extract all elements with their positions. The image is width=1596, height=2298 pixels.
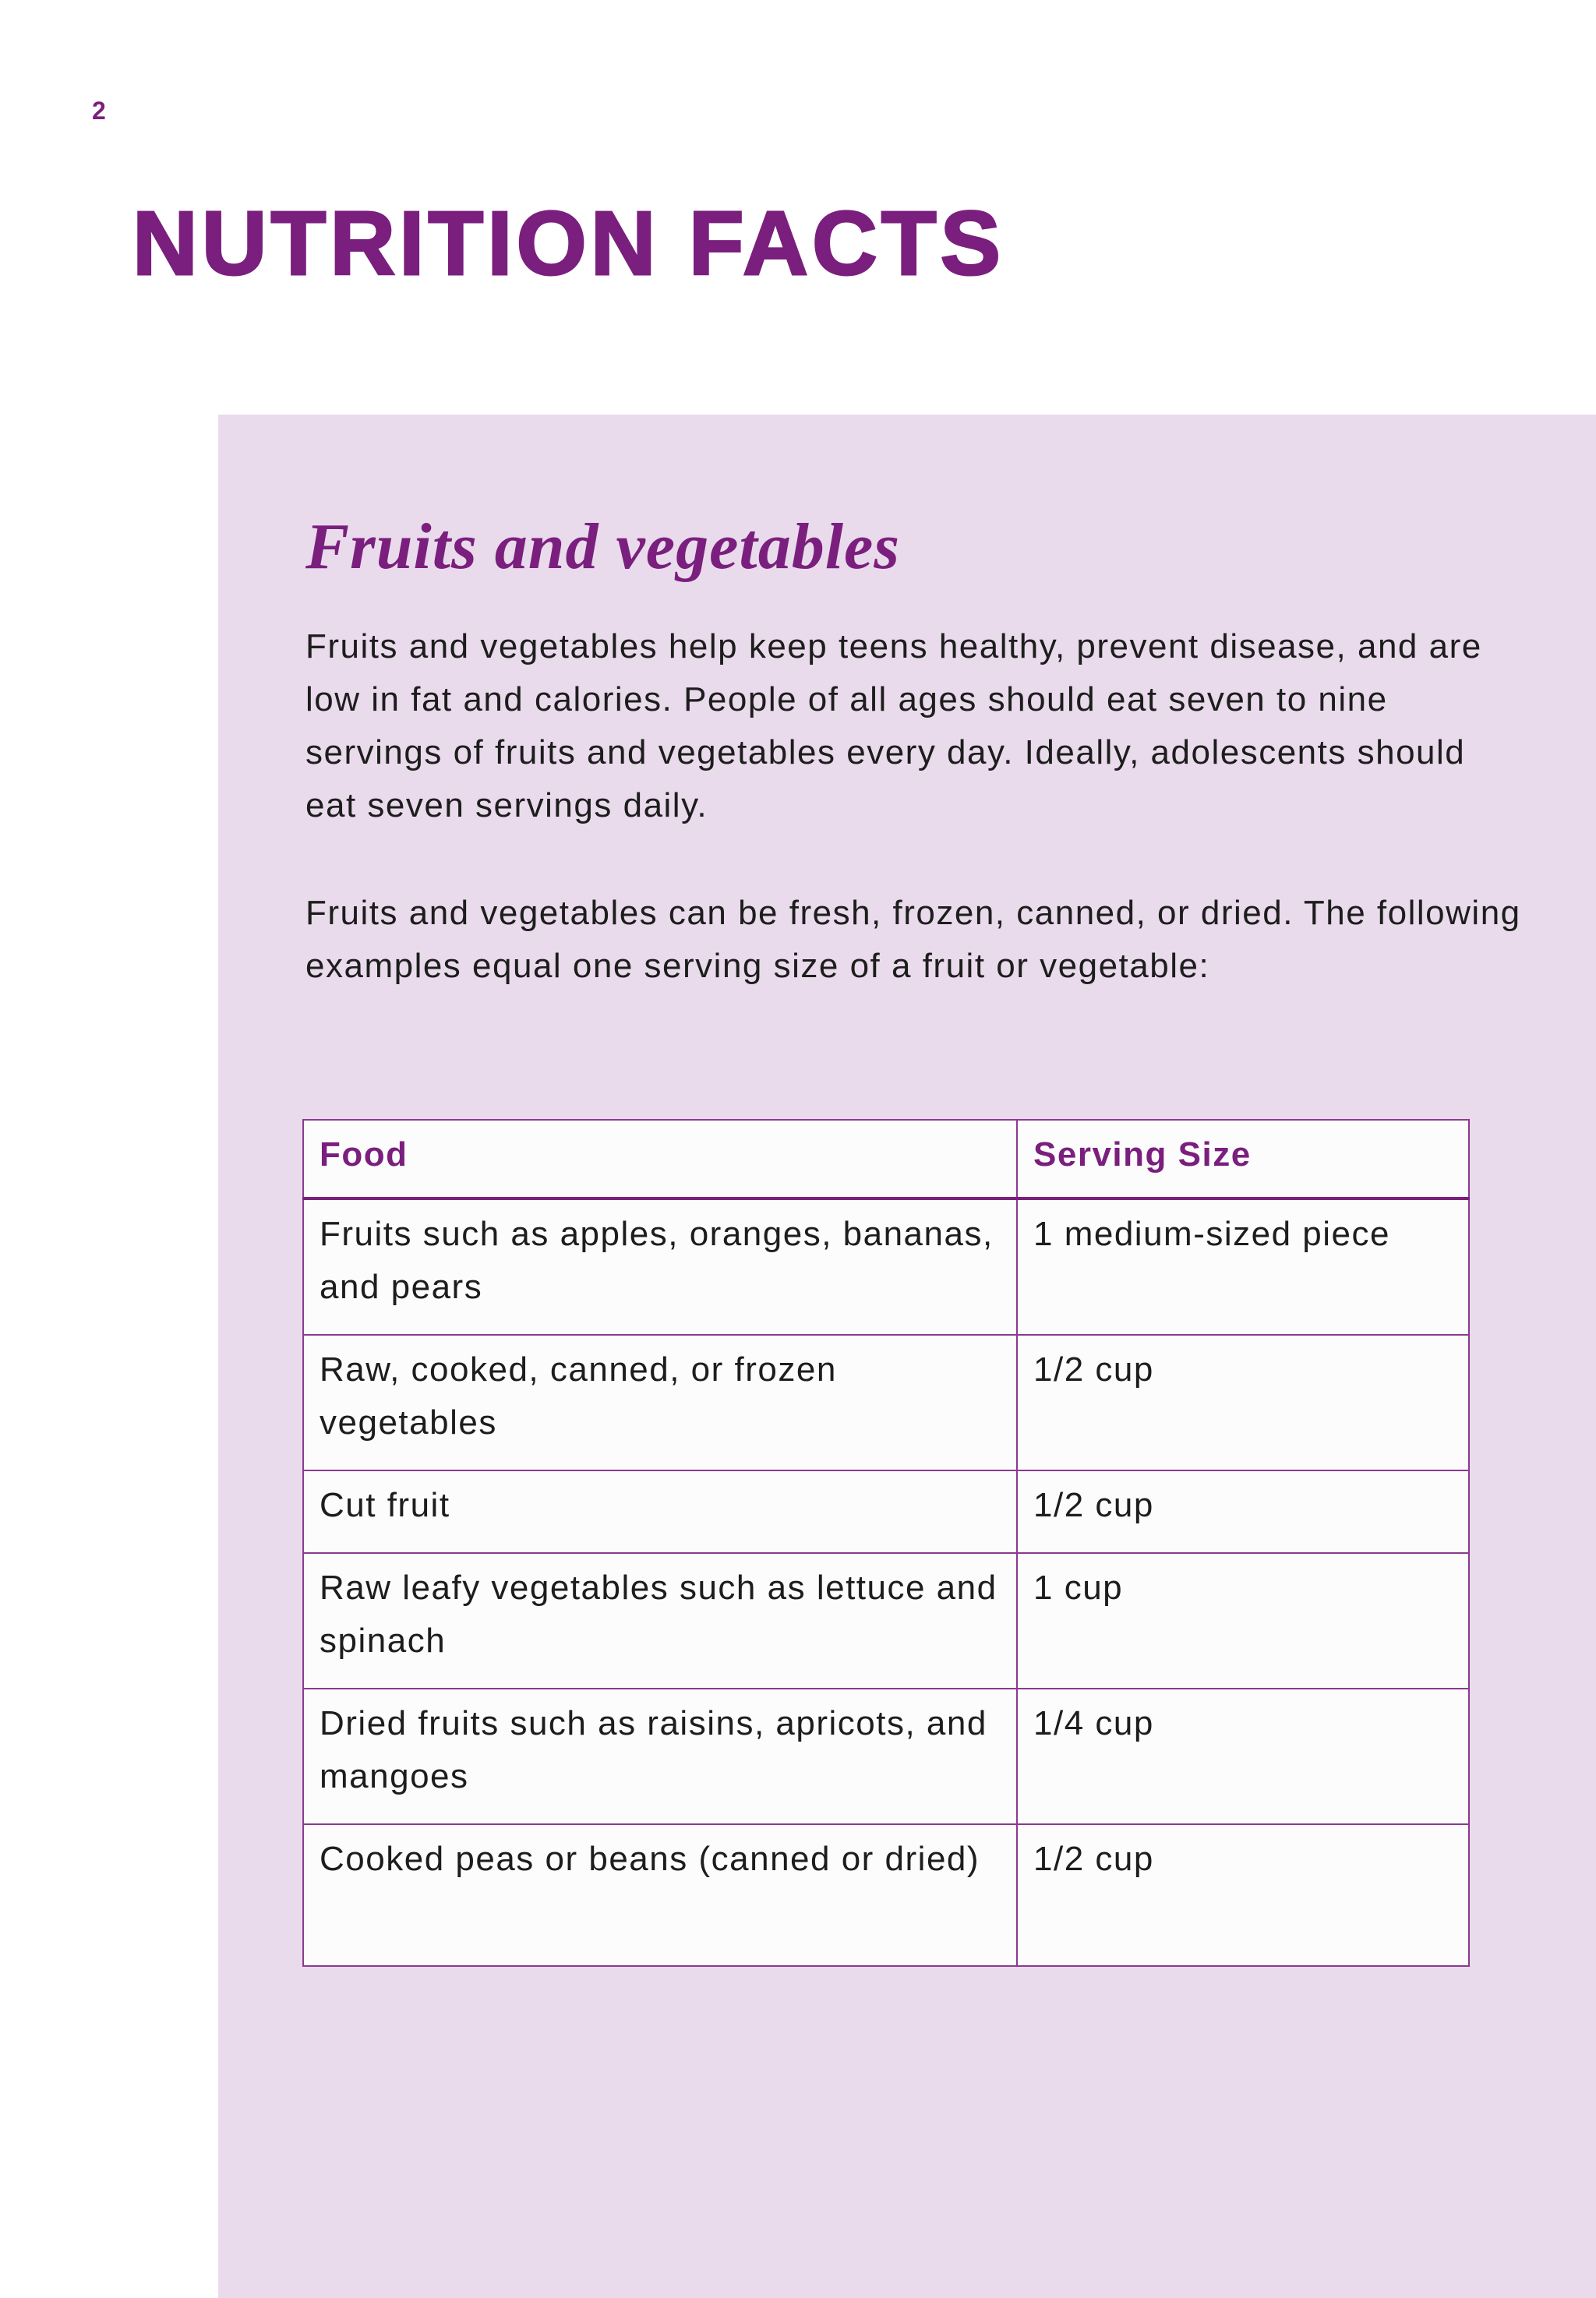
- food-cell: Cut fruit: [303, 1470, 1017, 1553]
- section-title: Fruits and vegetables: [305, 510, 901, 583]
- serving-size-table: [302, 1119, 1470, 1967]
- food-cell: Fruits such as apples, oranges, bananas, and pears: [303, 1198, 1017, 1335]
- intro-paragraph: Fruits and vegetables help keep teens healthy, prevent disease, and are low in fat and calories. People of all ages should eat seven to nine servings of fruits and vegetables every day. Ideally, adolescents should eat seven servings daily.: [305, 627, 1482, 824]
- content-panel: [218, 415, 1596, 2298]
- header-serving-size: Serving Size: [1017, 1120, 1469, 1198]
- table-row: [303, 1470, 1469, 1553]
- serving-cell: 1/2 cup: [1017, 1335, 1469, 1470]
- serving-cell: 1/2 cup: [1017, 1824, 1469, 1966]
- food-cell: Dried fruits such as raisins, apricots, and mangoes: [303, 1689, 1017, 1824]
- table-row: [303, 1198, 1469, 1335]
- serving-cell: 1/2 cup: [1017, 1470, 1469, 1553]
- header-food: Food: [303, 1120, 1017, 1198]
- page-title: NUTRITION FACTS: [132, 192, 1005, 294]
- food-cell: Cooked peas or beans (canned or dried): [303, 1824, 1017, 1966]
- food-cell: Raw leafy vegetables such as lettuce and spinach: [303, 1553, 1017, 1689]
- serving-cell: 1 cup: [1017, 1553, 1469, 1689]
- food-cell: Raw, cooked, canned, or frozen vegetables: [303, 1335, 1017, 1470]
- table-header-row: [303, 1120, 1469, 1198]
- table-row: [303, 1335, 1469, 1470]
- table-row: [303, 1824, 1469, 1966]
- serving-cell: 1/4 cup: [1017, 1689, 1469, 1824]
- page-number: 2: [92, 97, 106, 125]
- table-row: [303, 1553, 1469, 1689]
- serving-paragraph: Fruits and vegetables can be fresh, frozen, canned, or dried. The following examples equal one serving size of a fruit or vegetable:: [305, 894, 1521, 985]
- serving-cell: 1 medium-sized piece: [1017, 1198, 1469, 1335]
- table-row: [303, 1689, 1469, 1824]
